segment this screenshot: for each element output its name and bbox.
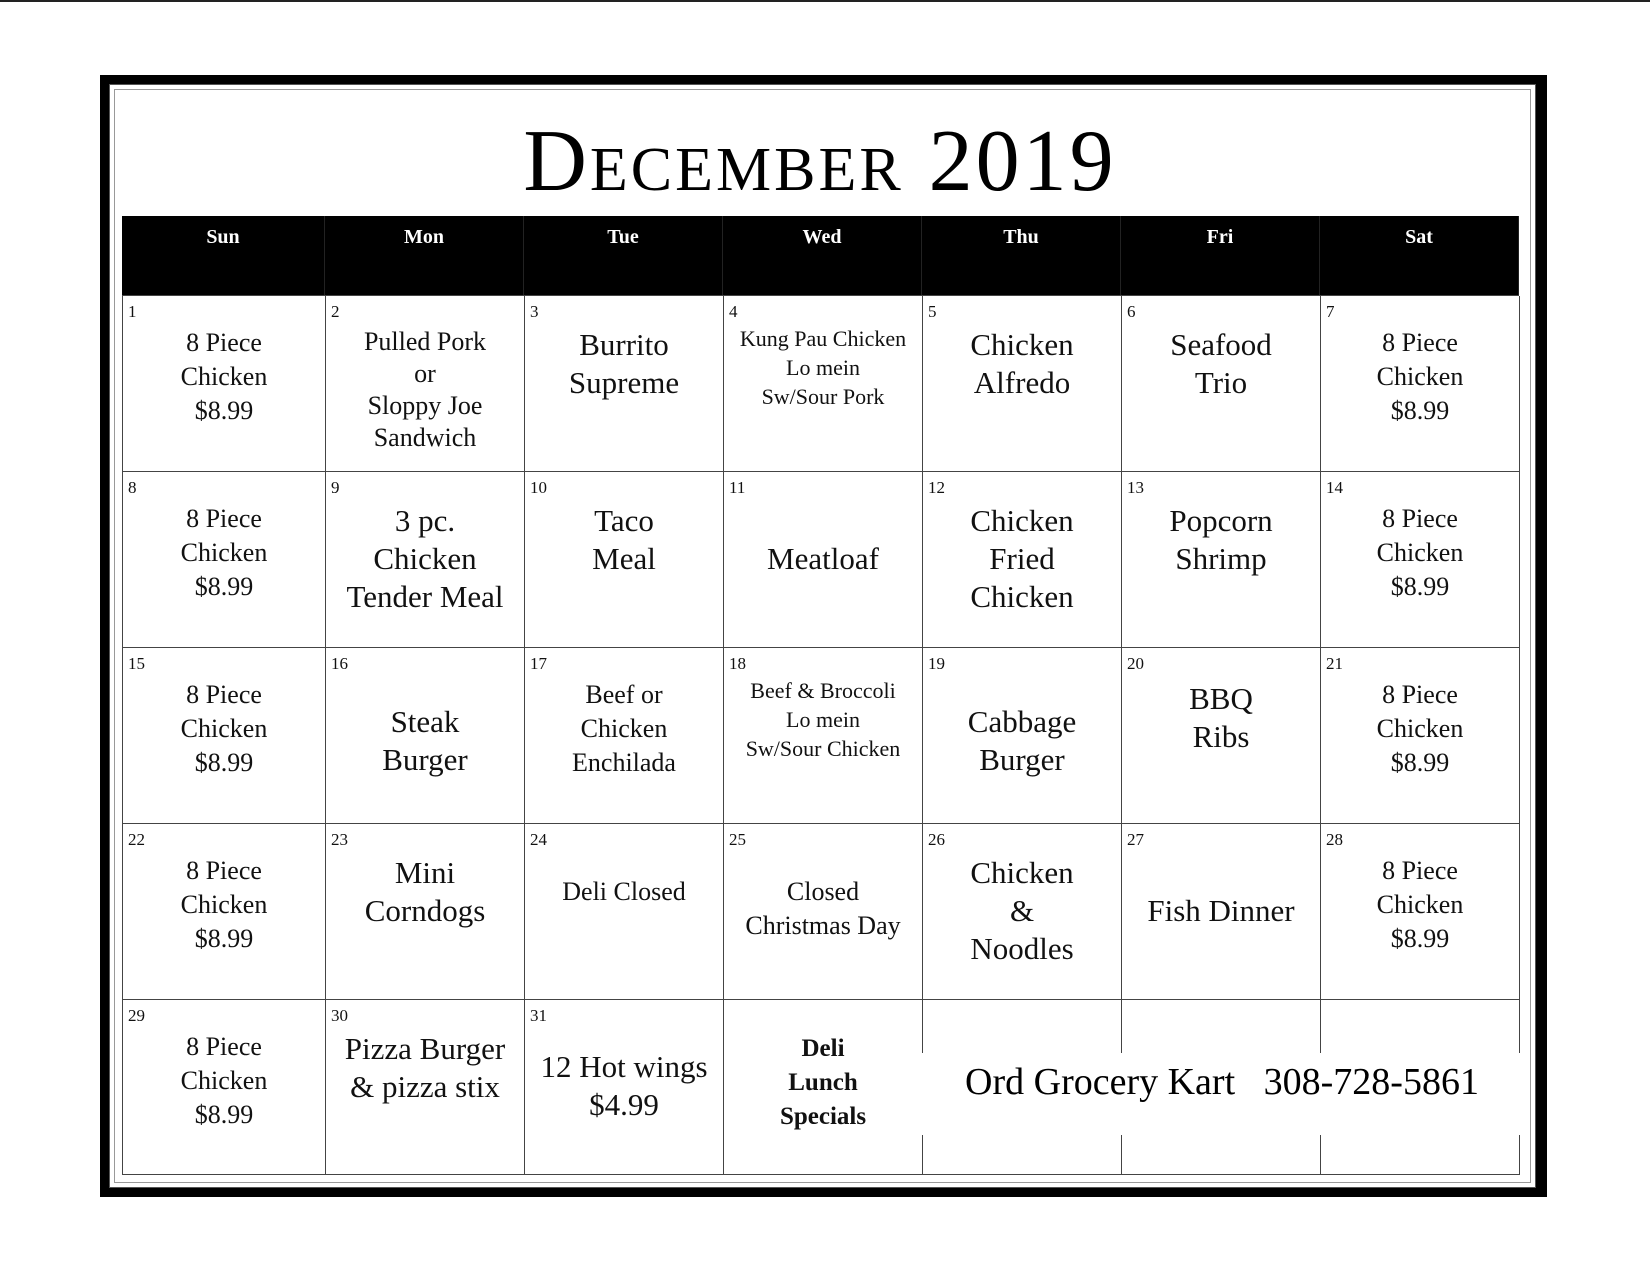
day-cell: [525, 472, 724, 648]
weekday-thu: Thu: [922, 216, 1121, 295]
store-name-phone: Ord Grocery Kart 308-728-5861: [965, 1061, 1479, 1103]
menu-item: 3 pc. Chicken Tender Meal: [346, 503, 504, 614]
menu-item: Beef & Broccoli Lo mein Sw/Sour Chicken: [745, 678, 901, 761]
day-cell: [123, 1000, 326, 1175]
weekday-mon: Mon: [325, 216, 524, 295]
weekday-tue: Tue: [524, 216, 723, 295]
menu-item: Chicken Fried Chicken: [970, 503, 1074, 614]
day-number: 27: [1127, 830, 1144, 849]
day-cell: [1122, 296, 1321, 472]
menu-item: Chicken & Noodles: [970, 855, 1074, 966]
day-cell: [123, 824, 326, 1000]
menu-item: 8 Piece Chicken $8.99: [1376, 680, 1464, 777]
menu-item: 8 Piece Chicken $8.99: [180, 1032, 268, 1129]
day-cell: [724, 1000, 923, 1175]
day-cell: [326, 296, 525, 472]
day-cell: [123, 472, 326, 648]
day-number: 22: [128, 830, 145, 849]
day-number: 15: [128, 654, 145, 673]
day-cell: [1321, 296, 1520, 472]
menu-item: BBQ Ribs: [1189, 681, 1253, 754]
day-cell: [1321, 824, 1520, 1000]
day-cell: [326, 824, 525, 1000]
menu-item: Seafood Trio: [1170, 327, 1272, 400]
day-number: 29: [128, 1006, 145, 1025]
menu-item: 8 Piece Chicken $8.99: [1376, 856, 1464, 953]
calendar-grid: [122, 295, 1519, 1175]
menu-item: 8 Piece Chicken $8.99: [1376, 328, 1464, 425]
day-number: 9: [331, 478, 340, 497]
day-cell: [326, 1000, 525, 1175]
day-number: 2: [331, 302, 340, 321]
menu-item: Pulled Pork or Sloppy Joe Sandwich: [363, 327, 487, 452]
day-cell: [724, 824, 923, 1000]
menu-item: Closed Christmas Day: [745, 877, 901, 940]
day-number: 18: [729, 654, 746, 673]
day-cell: [923, 648, 1122, 824]
day-cell: [326, 648, 525, 824]
menu-item: Steak Burger: [382, 704, 468, 777]
menu-item: 8 Piece Chicken $8.99: [180, 856, 268, 953]
day-cell: [923, 824, 1122, 1000]
day-cell: [1321, 472, 1520, 648]
day-number: 1: [128, 302, 137, 321]
day-cell: [123, 648, 326, 824]
day-number: 20: [1127, 654, 1144, 673]
day-cell: [724, 296, 923, 472]
day-number: 10: [530, 478, 547, 497]
day-number: 5: [928, 302, 937, 321]
weekday-sun: Sun: [122, 216, 325, 295]
menu-item: Fish Dinner: [1147, 893, 1295, 928]
day-number: 21: [1326, 654, 1343, 673]
menu-item: 8 Piece Chicken $8.99: [180, 680, 268, 777]
day-number: 23: [331, 830, 348, 849]
menu-item: 8 Piece Chicken $8.99: [180, 504, 268, 601]
day-number: 7: [1326, 302, 1335, 321]
menu-item: Chicken Alfredo: [970, 327, 1074, 400]
menu-item: Taco Meal: [592, 503, 656, 576]
weekday-header: [122, 216, 1519, 295]
menu-item: Meatloaf: [767, 541, 879, 576]
day-number: 4: [729, 302, 738, 321]
day-cell: [724, 472, 923, 648]
day-cell: [1321, 648, 1520, 824]
day-number: 16: [331, 654, 348, 673]
day-number: 3: [530, 302, 539, 321]
day-number: 12: [928, 478, 945, 497]
calendar: [122, 216, 1519, 1175]
day-cell: [326, 472, 525, 648]
day-cell: [525, 1000, 724, 1175]
day-cell: [525, 824, 724, 1000]
weekday-fri: Fri: [1121, 216, 1320, 295]
menu-item: Beef or Chicken Enchilada: [572, 680, 676, 777]
menu-item: 8 Piece Chicken $8.99: [180, 328, 268, 425]
day-cell: [923, 296, 1122, 472]
weekday-wed: Wed: [723, 216, 922, 295]
day-cell: [1122, 824, 1321, 1000]
day-cell: [724, 648, 923, 824]
deli-lunch-specials-label: Deli Lunch Specials: [779, 1035, 867, 1130]
menu-item: 8 Piece Chicken $8.99: [1376, 504, 1464, 601]
day-number: 6: [1127, 302, 1136, 321]
menu-item: Deli Closed: [562, 877, 686, 906]
day-cell: [923, 472, 1122, 648]
day-number: 8: [128, 478, 137, 497]
day-cell: [1122, 472, 1321, 648]
day-number: 31: [530, 1006, 547, 1025]
day-number: 11: [729, 478, 746, 497]
day-cell: [1122, 648, 1321, 824]
day-number: 19: [928, 654, 945, 673]
menu-item: Burrito Supreme: [568, 327, 680, 400]
day-number: 26: [928, 830, 945, 849]
day-cell: [123, 296, 326, 472]
day-cell: [525, 648, 724, 824]
day-number: 17: [530, 654, 547, 673]
menu-item: Cabbage Burger: [967, 704, 1077, 777]
day-number: 14: [1326, 478, 1343, 497]
day-number: 25: [729, 830, 746, 849]
weekday-sat: Sat: [1320, 216, 1519, 295]
menu-item: 12 Hot wings $4.99: [540, 1049, 708, 1122]
menu-item: Mini Corndogs: [364, 855, 486, 928]
day-number: 13: [1127, 478, 1144, 497]
menu-item: Popcorn Shrimp: [1169, 503, 1273, 576]
day-cell: [525, 296, 724, 472]
day-number: 24: [530, 830, 547, 849]
day-number: 30: [331, 1006, 348, 1025]
menu-item: Kung Pau Chicken Lo mein Sw/Sour Pork: [739, 326, 907, 409]
calendar-title: December 2019: [523, 113, 1117, 210]
menu-item: Pizza Burger & pizza stix: [344, 1031, 506, 1104]
day-number: 28: [1326, 830, 1343, 849]
top-rule: [0, 0, 1650, 2]
